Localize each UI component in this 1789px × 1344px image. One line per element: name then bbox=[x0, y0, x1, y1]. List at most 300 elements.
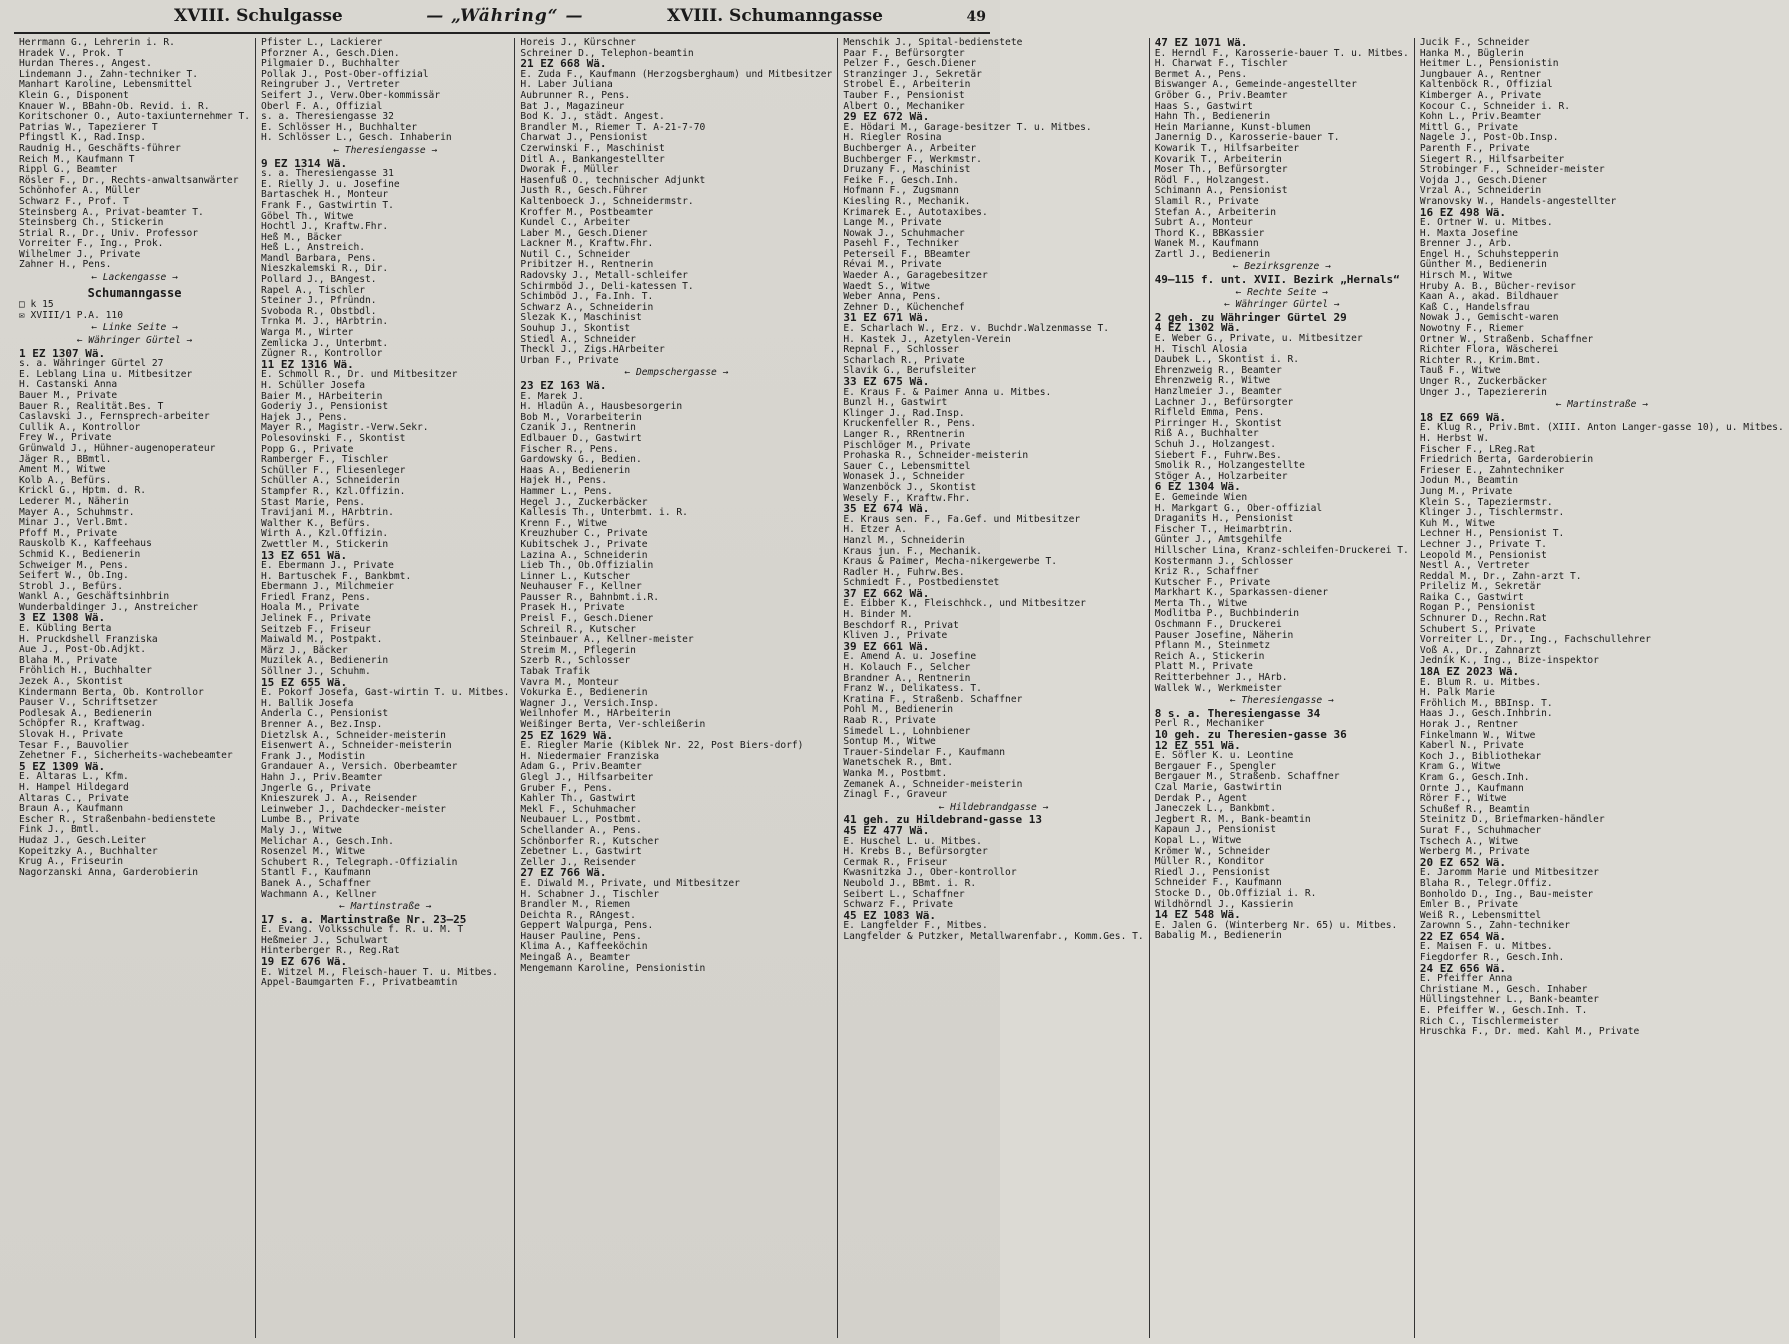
directory-entry: Cermak R., Friseur bbox=[843, 856, 948, 868]
directory-entry: Frank J., Modistin bbox=[261, 750, 366, 762]
directory-entry: Hahn Th., Bedienerin bbox=[1154, 111, 1271, 123]
directory-entry: s. a. Theresiengasse 31 bbox=[261, 168, 394, 180]
directory-entry: Raudnig H., Geschäfts-führer bbox=[19, 142, 181, 154]
directory-entry: Dietzlsk A., Schneider-meisterin bbox=[261, 729, 446, 741]
directory-entry: E. Witzel M., Fleisch-hauer T. u. Mitbes. bbox=[261, 966, 498, 978]
directory-entry: Zwettler M., Stickerin bbox=[261, 538, 389, 550]
directory-entry: Langfelder & Putzker, Metallwarenfabr., Komm.Ges. T. bbox=[843, 930, 1144, 942]
directory-entry: Pauser Josefine, Näherin bbox=[1154, 629, 1294, 641]
directory-entry: E. Ebermann J., Private bbox=[261, 560, 394, 572]
directory-entry: Schnurer D., Rechn.Rat bbox=[1419, 613, 1547, 625]
directory-entry: Kuh M., Witwe bbox=[1419, 517, 1495, 529]
directory-entry: Hegel J., Zuckerbäcker bbox=[520, 496, 648, 508]
house-number-heading: 2 geh. zu Währinger Gürtel 29 bbox=[1154, 310, 1347, 324]
directory-entry: Jung M., Private bbox=[1419, 485, 1513, 497]
house-number-heading: 21 EZ 668 Wä. bbox=[520, 57, 607, 71]
directory-entry: Maiwald M., Postpakt. bbox=[261, 634, 383, 646]
directory-entry: Schmiedt F., Postbedienstet bbox=[843, 577, 1000, 589]
house-number-heading: 8 s. a. Theresiengasse 34 bbox=[1154, 706, 1321, 720]
directory-entry: Hruby A. B., Bücher-revisor bbox=[1419, 280, 1576, 292]
directory-entry: Jelinek F., Private bbox=[261, 613, 371, 625]
directory-entry: Friedl Franz, Pens. bbox=[261, 591, 371, 603]
directory-entry: Klinger J., Tischlermstr. bbox=[1419, 507, 1565, 519]
directory-entry: Wankl A., Geschäftsinhbrin bbox=[19, 591, 170, 603]
cross-street-marker: ← Theresiengasse → bbox=[333, 144, 438, 156]
directory-entry: Günther M., Bedienerin bbox=[1419, 259, 1547, 271]
house-number-heading: 9 EZ 1314 Wä. bbox=[261, 156, 348, 170]
house-number-heading: 29 EZ 672 Wä. bbox=[843, 110, 930, 124]
directory-entry: Weilnhofer M., HArbeiterin bbox=[520, 708, 671, 720]
directory-entry: Prileliz M., Sekretär bbox=[1419, 581, 1542, 593]
directory-entry: Wagner J., Versich.Insp. bbox=[520, 697, 660, 709]
directory-entry: Stefan A., Arbeiterin bbox=[1154, 206, 1276, 218]
directory-entry: Schirmböd J., Deli-katessen T. bbox=[520, 280, 694, 292]
directory-entry: Reitterbehner J., HArb. bbox=[1154, 672, 1288, 684]
directory-entry: Zügner R., Kontrollor bbox=[261, 348, 383, 360]
directory-entry: E. Kraus sen. F., Fa.Gef. und Mitbesitzer bbox=[843, 513, 1081, 525]
directory-entry: Ornte J., Kaufmann bbox=[1419, 782, 1524, 794]
directory-entry: Hajek H., Pens. bbox=[520, 475, 608, 487]
directory-entry: E. Marek J. bbox=[520, 390, 584, 402]
directory-entry: Schreil R., Kutscher bbox=[520, 623, 636, 635]
directory-entry: E. Klug R., Priv.Bmt. (XIII. Anton Langer-gasse 10), u. Mitbes. bbox=[1419, 422, 1784, 434]
directory-entry: Sauer C., Lebensmittel bbox=[843, 460, 971, 472]
directory-entry: Schönborfer R., Kutscher bbox=[520, 835, 660, 847]
house-number-heading: 6 EZ 1304 Wä. bbox=[1154, 480, 1241, 494]
directory-entry: Seifert J., Verw.Ober-kommissär bbox=[261, 89, 441, 101]
directory-entry: Laber M., Gesch.Diener bbox=[520, 227, 648, 239]
directory-entry: Steinsberg A., Privat-beamter T. bbox=[19, 206, 204, 218]
directory-entry: Schönhofer A., Müller bbox=[19, 185, 141, 197]
directory-entry: Bunzl H., Gastwirt bbox=[843, 397, 948, 409]
directory-entry: Grünwald J., Hühner-augenoperateur bbox=[19, 442, 216, 454]
directory-entry: Richter R., Krim.Bmt. bbox=[1419, 354, 1542, 366]
directory-entry: Hauser Pauline, Pens. bbox=[520, 930, 642, 942]
directory-entry: E. Jalen G. (Winterberg Nr. 65) u. Mitbes. bbox=[1154, 919, 1398, 931]
directory-entry: Raab R., Private bbox=[843, 715, 936, 726]
directory-entry: Nowak J., Gemischt-waren bbox=[1419, 312, 1559, 324]
directory-entry: Schußef R., Beamtin bbox=[1419, 803, 1530, 815]
house-number-heading: 11 EZ 1316 Wä. bbox=[261, 357, 354, 371]
directory-entry: Lackner M., Kraftw.Fhr. bbox=[520, 238, 654, 250]
directory-entry: Anderla C., Pensionist bbox=[261, 708, 389, 720]
directory-entry: Moser Th., Befürsorgter bbox=[1154, 164, 1288, 176]
house-number-heading: 33 EZ 675 Wä. bbox=[843, 375, 930, 388]
directory-entry: Waedt S., Witwe bbox=[843, 280, 930, 292]
directory-entry: Fröhlich H., Buchhalter bbox=[19, 665, 152, 677]
directory-entry: Manhart Karoline, Lebensmittel bbox=[19, 79, 193, 91]
directory-entry: Hofmann F., Zugsmann bbox=[843, 185, 959, 197]
directory-entry: Kram G., Gesch.Inh. bbox=[1419, 771, 1530, 783]
directory-entry: Braun A., Kaufmann bbox=[19, 803, 123, 815]
directory-entry: Vorreiter L., Dr., Ing., Fachschullehrer bbox=[1419, 634, 1651, 646]
directory-entry: Heß M., Bäcker bbox=[261, 231, 342, 243]
cross-street-marker: ← Währinger Gürtel → bbox=[76, 335, 193, 347]
directory-entry: Prasek H., Private bbox=[520, 602, 625, 614]
directory-entry: Steinsberg Ch., Stickerin bbox=[19, 217, 164, 229]
directory-entry: Vorreiter F., Ing., Prok. bbox=[19, 238, 164, 250]
directory-entry: Urban F., Private bbox=[520, 354, 619, 366]
directory-entry: H. Palk Marie bbox=[1419, 687, 1495, 699]
directory-entry: Nowak J., Schuhmacher bbox=[843, 227, 965, 239]
directory-entry: Hruschka F., Dr. med. Kahl M., Private bbox=[1419, 1026, 1640, 1038]
directory-entry: E. Leblang Lina u. Mitbesitzer bbox=[19, 368, 193, 380]
directory-entry: Melichar A., Gesch.Inh. bbox=[261, 835, 394, 847]
directory-entry: Jezek A., Skontist bbox=[19, 676, 123, 688]
directory-entry: Hudaz J., Gesch.Leiter bbox=[19, 834, 147, 846]
directory-entry: H. Herbst W. bbox=[1419, 432, 1490, 444]
directory-entry: Kaberl N., Private bbox=[1419, 740, 1524, 752]
directory-entry: Theckl J., Zigs.HArbeiter bbox=[520, 344, 665, 356]
directory-entry: H. Kastek J., Azetylen-Verein bbox=[843, 333, 1011, 345]
street-section-title: Schumanngasse bbox=[87, 285, 182, 300]
directory-entry: Fischer F., LReg.Rat bbox=[1419, 443, 1536, 455]
directory-entry: Prohaska R., Schneider-meisterin bbox=[843, 450, 1029, 462]
directory-entry: Bat J., Magazineur bbox=[520, 100, 625, 112]
house-number-heading: 4 EZ 1302 Wä. bbox=[1154, 321, 1241, 335]
directory-entry: Czal Marie, Gastwirtin bbox=[1154, 781, 1282, 793]
directory-entry: E. Zuda F., Kaufmann (Herzogsberghaum) und Mitbesitzer bbox=[520, 68, 833, 80]
directory-entry: Zahner H., Pens. bbox=[19, 259, 112, 271]
directory-entry: E. Rielly J. u. Josefine bbox=[261, 178, 400, 190]
directory-entry: Aue J., Post-Ob.Adjkt. bbox=[19, 644, 147, 656]
directory-entry: Schimböd J., Fa.Inh. T. bbox=[520, 291, 654, 303]
house-number-heading: 3 EZ 1308 Wä. bbox=[19, 611, 106, 625]
directory-entry: Kundel C., Arbeiter bbox=[520, 217, 631, 229]
directory-entry: H. Niedermaier Franziska bbox=[520, 750, 660, 762]
directory-entry: Kubitschek J., Private bbox=[520, 538, 648, 550]
directory-entry: Kram G., Witwe bbox=[1419, 761, 1501, 773]
directory-entry: Hajek J., Pens. bbox=[261, 411, 348, 423]
directory-entry: Haas J., Gesch.Inhbrin. bbox=[1419, 708, 1553, 720]
directory-entry: Unger J., Tapeziererin bbox=[1419, 386, 1547, 398]
directory-entry: Banek A., Schaffner bbox=[261, 877, 371, 889]
directory-entry: Günter J., Amtsgehilfe bbox=[1154, 534, 1282, 546]
cross-street-marker: ← Rechte Seite → bbox=[1235, 286, 1328, 298]
directory-entry: Pasehl F., Techniker bbox=[843, 238, 959, 250]
directory-entry: Wanetschek R., Bmt. bbox=[843, 757, 954, 769]
directory-entry: Horeis J., Kürschner bbox=[520, 37, 636, 48]
directory-entry: Leopold M., Pensionist bbox=[1419, 549, 1547, 561]
directory-entry: Göbel Th., Witwe bbox=[261, 210, 354, 222]
directory-entry: Frey W., Private bbox=[19, 432, 112, 444]
directory-entry: H. Castanski Anna bbox=[19, 379, 118, 391]
directory-entry: Söllner J., Schuhm. bbox=[261, 666, 371, 678]
directory-entry: Fiegdorfer R., Gesch.Inh. bbox=[1419, 952, 1565, 964]
directory-entry: Schmid K., Bedienerin bbox=[19, 548, 141, 560]
directory-entry: Rich C., Tischlermeister bbox=[1419, 1015, 1559, 1027]
directory-entry: Babalig M., Bedienerin bbox=[1154, 930, 1282, 942]
directory-entry: E. Evang. Volksschule f. R. u. M. T bbox=[261, 924, 464, 936]
directory-column bbox=[838, 38, 1149, 1338]
cross-street-marker: ← Hildebrandgasse → bbox=[938, 801, 1049, 813]
directory-entry: Engel H., Schuhstepperin bbox=[1419, 248, 1559, 260]
directory-entry: Beschdorf R., Privat bbox=[843, 619, 959, 631]
directory-entry: Fink J., Bmtl. bbox=[19, 824, 100, 836]
directory-column bbox=[256, 38, 515, 1338]
directory-entry: Emler B., Private bbox=[1419, 899, 1519, 911]
directory-entry: Kriz R., Schaffner bbox=[1154, 566, 1259, 578]
directory-entry: Stocke D., Ob.Offizial i. R. bbox=[1154, 887, 1317, 899]
directory-entry: E. Söfler K. u. Leontine bbox=[1154, 750, 1294, 762]
directory-entry: Lumbe B., Private bbox=[261, 814, 360, 826]
house-number-heading: 19 EZ 676 Wä. bbox=[261, 955, 348, 969]
directory-entry: Czerwinski F., Maschinist bbox=[520, 142, 665, 154]
directory-entry: Caslavski J., Fernsprech-arbeiter bbox=[19, 411, 210, 423]
directory-entry: Fröhlich M., BBInsp. T. bbox=[1419, 697, 1553, 709]
directory-entry: Christiane M., Gesch. Inhaber bbox=[1419, 983, 1588, 995]
directory-entry: H. Etzer A. bbox=[843, 524, 907, 536]
directory-entry: H. Binder M. bbox=[843, 609, 913, 621]
directory-entry: Reich A., Stickerin bbox=[1154, 650, 1265, 662]
directory-column bbox=[14, 38, 256, 1338]
directory-entry: Stiedl A., Schneider bbox=[520, 333, 636, 345]
directory-entry: Stöger A., Holzarbeiter bbox=[1154, 470, 1288, 482]
house-number-heading: 16 EZ 498 Wä. bbox=[1419, 205, 1506, 219]
directory-entry: Steinitz D., Briefmarken-händler bbox=[1419, 814, 1605, 826]
directory-entry: Feike F., Gesch.Inh. bbox=[843, 174, 959, 186]
directory-entry: Modlitba P., Buchbinderin bbox=[1154, 608, 1300, 620]
directory-entry: Reingruber J., Vertreter bbox=[261, 79, 400, 91]
directory-entry: Schüller F., Fliesenleger bbox=[261, 464, 406, 476]
directory-entry: Pischlöger M., Private bbox=[843, 439, 971, 451]
directory-entry: Kaltenböck R., Offizial bbox=[1419, 79, 1553, 91]
directory-entry: Waeder A., Garagebesitzer bbox=[843, 270, 988, 282]
directory-entry: Mengemann Karoline, Pensionistin bbox=[520, 962, 706, 974]
directory-entry: Travijani M., HArbtrin. bbox=[261, 507, 394, 519]
directory-entry: Haas A., Bedienerin bbox=[520, 464, 631, 476]
directory-entry: E. Eibber K., Fleischhck., und Mitbesitzer bbox=[843, 598, 1086, 610]
directory-entry: Hirsch M., Witwe bbox=[1419, 270, 1513, 282]
directory-entry: Wunderbaldinger J., Anstreicher bbox=[19, 601, 199, 613]
directory-entry: Kliven J., Private bbox=[843, 630, 948, 642]
directory-entry: Jedník K., Ing., Bize-inspektor bbox=[1419, 655, 1599, 667]
directory-entry: Schimann A., Pensionist bbox=[1154, 185, 1288, 197]
directory-entry: Révai M., Private bbox=[843, 259, 942, 271]
directory-entry: Mittl G., Private bbox=[1419, 121, 1519, 133]
directory-entry: Gröber G., Priv.Beamter bbox=[1154, 89, 1288, 101]
directory-entry: Grandauer A., Versich. Oberbeamter bbox=[261, 761, 458, 773]
directory-entry: Schweiger M., Pens. bbox=[19, 559, 129, 571]
directory-entry: Heß L., Anstreich. bbox=[261, 242, 366, 254]
directory-entry: H. Bartuschek F., Bankbmt. bbox=[261, 570, 412, 582]
directory-entry: März J., Bäcker bbox=[261, 644, 348, 656]
directory-entry: Kohn L., Priv.Beamter bbox=[1419, 111, 1542, 123]
house-number-heading: 1 EZ 1307 Wä. bbox=[19, 346, 106, 360]
directory-entry: Richter Flora, Wäscherei bbox=[1419, 344, 1559, 356]
directory-entry: Platt M., Private bbox=[1154, 661, 1253, 673]
directory-entry: Neuhauser F., Kellner bbox=[520, 581, 642, 593]
directory-entry: Bergauer M., Straßenb. Schaffner bbox=[1154, 771, 1340, 783]
page-number: 49 bbox=[966, 9, 986, 25]
directory-entry: Repnal F., Schlosser bbox=[843, 344, 959, 356]
house-number-heading: 20 EZ 652 Wä. bbox=[1419, 855, 1506, 869]
cross-street-marker: ← Währinger Gürtel → bbox=[1224, 299, 1340, 311]
directory-entry: Wanka M., Postbmt. bbox=[843, 767, 948, 779]
directory-entry: Siebert F., Fuhrw.Bes. bbox=[1154, 449, 1282, 461]
directory-entry: Trauer-Sindelar F., Kaufmann bbox=[843, 746, 1006, 758]
directory-entry: Jäger R., BBmtl. bbox=[19, 453, 112, 465]
directory-entry: Langer R., RRentnerin bbox=[843, 428, 965, 440]
house-number-heading: 12 EZ 551 Wä. bbox=[1154, 738, 1241, 752]
directory-entry: Polesovinski F., Skontist bbox=[261, 432, 406, 444]
directory-entry: Klima A., Kaffeeköchin bbox=[520, 941, 648, 953]
directory-entry: Mekl F., Schuhmacher bbox=[520, 803, 636, 815]
directory-entry: Kwasnitzka J., Ober-kontrollor bbox=[843, 867, 1017, 879]
directory-entry: Klinger J., Rad.Insp. bbox=[843, 407, 965, 419]
directory-entry: Wilhelmer J., Private bbox=[19, 248, 141, 260]
directory-entry: Hahn J., Priv.Beamter bbox=[261, 771, 383, 783]
directory-entry: Pfister L., Lackierer bbox=[261, 37, 383, 48]
directory-entry: Goderiy J., Pensionist bbox=[261, 401, 389, 413]
directory-entry: H. Schabner J., Tischler bbox=[520, 888, 660, 900]
directory-entry: E. Pokorf Josefa, Gast-wirtin T. u. Mitbes. bbox=[261, 687, 510, 699]
directory-entry: Muzilek A., Bedienerin bbox=[261, 655, 389, 667]
directory-entry: E. Jaromm Marie und Mitbesitzer bbox=[1419, 867, 1599, 879]
directory-entry: Nowotny F., Riemer bbox=[1419, 323, 1524, 335]
directory-entry: Riedl J., Pensionist bbox=[1154, 866, 1271, 878]
directory-entry: Franz W., Delikatess. T. bbox=[843, 683, 982, 695]
directory-entry: Zemanek A., Schneider-meisterin bbox=[843, 778, 1023, 790]
directory-entry: Schuh J., Holzangest. bbox=[1154, 438, 1276, 450]
directory-entry: E. Pfeiffer Anna bbox=[1419, 973, 1513, 985]
directory-entry: Kopal L., Witwe bbox=[1154, 834, 1242, 846]
directory-entry: Brenner J., Arb. bbox=[1419, 238, 1513, 250]
directory-entry: H. Riegler Rosina bbox=[843, 132, 942, 144]
directory-entry: Draganits H., Pensionist bbox=[1154, 513, 1294, 525]
directory-entry: Bauer R., Realität.Bes. T bbox=[19, 400, 164, 412]
directory-entry: E. Hödari M., Garage-besitzer T. u. Mitbes. bbox=[843, 121, 1092, 133]
cross-street-marker: ← Linke Seite → bbox=[91, 322, 178, 334]
directory-entry: H. Maxta Josefine bbox=[1419, 227, 1519, 239]
house-number-heading: 23 EZ 163 Wä. bbox=[520, 379, 607, 392]
directory-entry: Zartl J., Bedienerin bbox=[1154, 248, 1271, 260]
directory-entry: Hinterberger R., Reg.Rat bbox=[261, 945, 400, 957]
directory-entry: H. Ballik Josefa bbox=[261, 697, 354, 709]
directory-entry: Kolb A., Befürs. bbox=[19, 474, 112, 486]
directory-entry: Radler H., Fuhrw.Bes. bbox=[843, 566, 965, 578]
directory-entry: E. Schlösser H., Buchhalter bbox=[261, 121, 417, 133]
directory-entry: Krug A., Friseurin bbox=[19, 856, 123, 868]
directory-entry: Patrias W., Tapezierer T bbox=[19, 121, 158, 133]
directory-entry: Krimarek E., Autotaxibes. bbox=[843, 206, 988, 218]
directory-entry: Rödl F., Holzangest. bbox=[1154, 174, 1271, 186]
house-number-heading: 45 EZ 1083 Wä. bbox=[843, 908, 937, 922]
directory-entry: Menschik J., Spital-bedienstete bbox=[843, 37, 1023, 48]
directory-entry: Kowarik T., Hilfsarbeiter bbox=[1154, 142, 1300, 154]
directory-entry: E. Kraus F. & Paimer Anna u. Mitbes. bbox=[843, 386, 1052, 398]
directory-entry: E. Maisen F. u. Mitbes. bbox=[1419, 941, 1553, 953]
directory-entry: Czanik J., Rentnerin bbox=[520, 422, 636, 434]
directory-entry: Gruber F., Pens. bbox=[520, 782, 613, 794]
directory-entry: Szerb R., Schlosser bbox=[520, 655, 631, 667]
directory-entry: Kostermann J., Schlosser bbox=[1154, 555, 1294, 567]
directory-entry: Kahler Th., Gastwirt bbox=[520, 793, 636, 805]
house-number-heading: 24 EZ 656 Wä. bbox=[1419, 961, 1506, 975]
directory-entry: Strobel E., Arbeiterin bbox=[843, 79, 971, 91]
directory-entry: Hanzl M., Schneiderin bbox=[843, 534, 965, 546]
directory-entry: Subrt A., Monteur bbox=[1154, 217, 1253, 229]
directory-entry: H. Schüller Josefa bbox=[261, 380, 366, 391]
directory-entry: H. Krebs B., Befürsorgter bbox=[843, 846, 988, 858]
directory-entry: H. Schlösser L., Gesch. Inhaberin bbox=[261, 132, 452, 144]
directory-entry: Pauser V., Schriftsetzer bbox=[19, 697, 158, 709]
directory-entry: Pelzer F., Gesch.Diener bbox=[843, 58, 977, 70]
house-number-heading: 49—115 f. unt. XVII. Bezirk „Hernals“ bbox=[1154, 273, 1400, 287]
directory-entry: Kocour C., Schneider i. R. bbox=[1419, 100, 1571, 112]
directory-entry: Ortner W., Straßenb. Schaffner bbox=[1419, 333, 1594, 345]
directory-entry: Lazina A., Schneiderin bbox=[520, 549, 648, 561]
directory-entry: Daubek L., Skontist i. R. bbox=[1154, 354, 1300, 366]
directory-entry: Hillscher Lina, Kranz-schleifen-Druckerei T. bbox=[1154, 544, 1409, 556]
directory-column bbox=[515, 38, 838, 1338]
house-number-heading: 31 EZ 671 Wä. bbox=[843, 311, 930, 325]
directory-entry: Janeczek L., Bankbmt. bbox=[1154, 803, 1276, 815]
directory-entry: Smolik R., Holzangestellte bbox=[1154, 460, 1305, 472]
directory-entry: E. Huschel L. u. Mitbes. bbox=[843, 835, 982, 847]
directory-entry: Slavik G., Berufsleiter bbox=[843, 365, 977, 377]
directory-entry: Koritschoner O., Auto-taxiunternehmer T. bbox=[19, 111, 251, 123]
directory-columns bbox=[14, 36, 1784, 1338]
directory-entry: Koch J., Bibliothekar bbox=[1419, 750, 1542, 762]
directory-entry: Stampfer R., Kzl.Offizin. bbox=[261, 485, 406, 497]
directory-entry: Rösler F., Dr., Rechts-anwaltsanwärter bbox=[19, 174, 239, 186]
directory-entry: Müller R., Konditor bbox=[1154, 856, 1265, 868]
directory-entry: Slamil R., Private bbox=[1154, 195, 1259, 207]
directory-entry: Schubert R., Telegraph.-Offizialin bbox=[261, 856, 458, 868]
directory-entry: Merta Th., Witwe bbox=[1154, 597, 1248, 609]
directory-entry: Stranzinger J., Sekretär bbox=[843, 68, 982, 80]
directory-entry: Radovsky J., Metall-schleifer bbox=[520, 270, 688, 282]
directory-entry: Bob M., Vorarbeiterin bbox=[520, 411, 642, 423]
directory-entry: Bergauer F., Spengler bbox=[1154, 760, 1276, 772]
directory-entry: Kindermann Berta, Ob. Kontrollor bbox=[19, 686, 204, 698]
directory-entry: Weißinger Berta, Ver-schleißerin bbox=[520, 719, 706, 730]
directory-entry: Schubert S., Private bbox=[1419, 623, 1536, 635]
directory-entry: Glegl J., Hilfsarbeiter bbox=[520, 771, 654, 783]
directory-entry: Ditl A., Bankangestellter bbox=[520, 153, 665, 165]
house-number-heading: 22 EZ 654 Wä. bbox=[1419, 929, 1506, 943]
directory-entry: Hoala M., Private bbox=[261, 602, 360, 614]
directory-entry: Bonholdo D., Ing., Bau-meister bbox=[1419, 888, 1594, 900]
directory-entry: Knauer W., BBahn-Ob. Revid. i. R. bbox=[19, 100, 210, 112]
directory-entry: Ramberger F., Tischler bbox=[261, 454, 389, 466]
directory-entry: Baier M., HArbeiterin bbox=[261, 390, 383, 402]
directory-entry: Strobl J., Befürs. bbox=[19, 580, 123, 592]
directory-entry: Zebetner L., Gastwirt bbox=[520, 846, 642, 858]
directory-entry: Mandl Barbara, Pens. bbox=[261, 252, 377, 264]
directory-entry: Kruckenfeller R., Pens. bbox=[843, 418, 977, 430]
directory-entry: Rogan P., Pensionist bbox=[1419, 602, 1536, 614]
directory-entry: Biswanger A., Gemeinde-angestellter bbox=[1154, 79, 1357, 91]
directory-entry: ✉ XVIII/1 P.A. 110 bbox=[19, 309, 123, 321]
directory-entry: Weber Anna, Pens. bbox=[843, 291, 942, 303]
directory-entry: Kopeitzky A., Buchhalter bbox=[19, 845, 158, 857]
directory-entry: Nieszkalemski R., Dir. bbox=[261, 263, 389, 275]
house-number-heading: 45 EZ 477 Wä. bbox=[843, 823, 930, 837]
directory-entry: Jngerle G., Private bbox=[261, 782, 371, 794]
directory-entry: Preisl F., Gesch.Diener bbox=[520, 613, 654, 625]
header-right-street: XVIII. Schumanngasse bbox=[666, 6, 883, 26]
directory-entry: Stantl F., Kaufmann bbox=[261, 867, 371, 879]
directory-entry: Lechner J., Private T. bbox=[1419, 538, 1547, 550]
cross-street-marker: ← Theresiengasse → bbox=[1229, 695, 1334, 707]
directory-entry: Charwat J., Pensionist bbox=[520, 132, 648, 144]
directory-entry: Schwarz F., Private bbox=[843, 899, 954, 911]
directory-entry: Vojda J., Gesch.Diener bbox=[1419, 174, 1547, 186]
directory-entry: Herrmann G., Lehrerin i. R. bbox=[19, 37, 175, 48]
directory-entry: Frieser E., Zahntechniker bbox=[1419, 464, 1565, 476]
